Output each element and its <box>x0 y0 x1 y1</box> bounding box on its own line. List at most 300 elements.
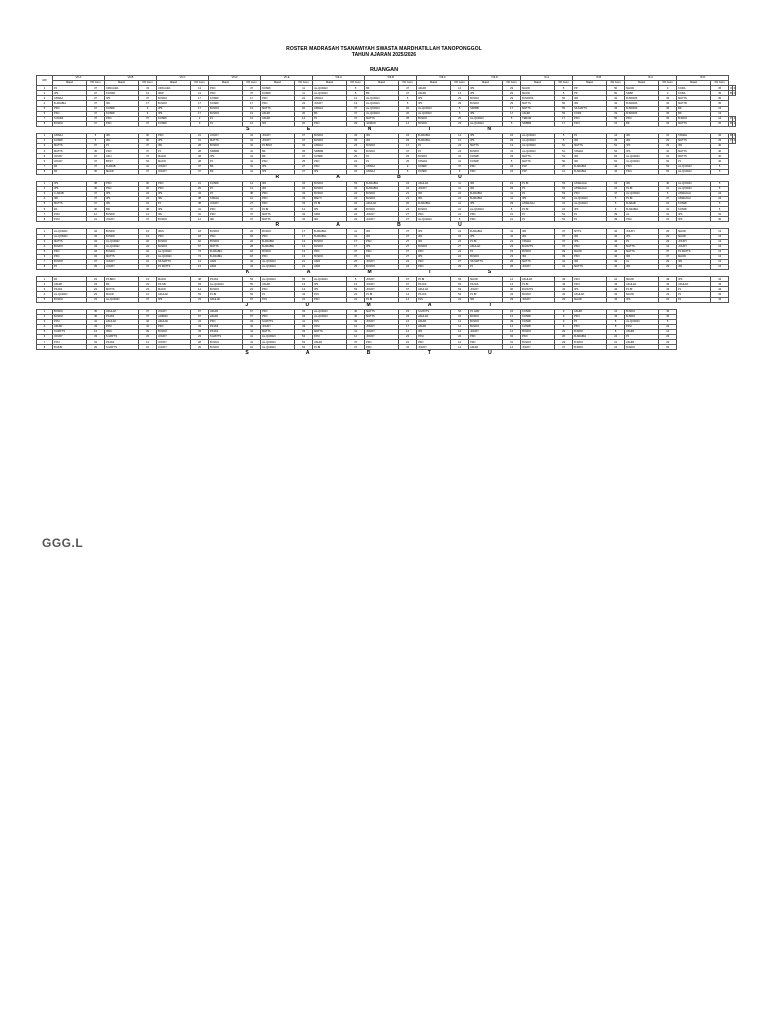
teacher-code: 13 <box>711 260 729 265</box>
teacher-code: 24 <box>451 229 469 234</box>
header-kd-guru: KD Guru <box>87 81 105 86</box>
subject-cell: IPS <box>417 254 451 259</box>
teacher-code: 22 <box>399 335 417 340</box>
subject-cell: IPS <box>105 96 139 101</box>
teacher-code: 9 <box>555 319 573 324</box>
subject-cell: PKN <box>625 116 659 121</box>
subject-cell: KOSRF <box>261 86 295 91</box>
teacher-code: 26 <box>555 335 573 340</box>
teacher-code: 24 <box>711 191 729 196</box>
teacher-code: 30 <box>711 217 729 222</box>
subject-cell: AKHLAK <box>209 297 243 302</box>
teacher-code: 38 <box>243 191 261 196</box>
teacher-code: 54 <box>555 196 573 201</box>
subject-cell: MAJID <box>521 91 555 96</box>
subject-cell: B.MATTS <box>521 244 555 249</box>
subject-cell: BK <box>313 111 347 116</box>
teacher-code: 5 <box>87 133 105 138</box>
subject-cell: AL-QURAN <box>313 314 347 319</box>
teacher-code: 3 <box>191 116 209 121</box>
teacher-code: 5 <box>607 196 625 201</box>
subject-cell: IPA <box>365 133 399 138</box>
subject-cell: PKN <box>209 234 243 239</box>
subject-cell: MATTR <box>677 101 711 106</box>
subject-cell: ASWAJ <box>53 96 87 101</box>
teacher-code: 24 <box>139 254 157 259</box>
teacher-code: 40 <box>347 314 365 319</box>
subject-cell: S.PADZ <box>53 116 87 121</box>
teacher-code: 29 <box>607 212 625 217</box>
teacher-code: 53 <box>659 169 677 174</box>
teacher-code: 24 <box>503 169 521 174</box>
teacher-code: 37 <box>555 244 573 249</box>
subject-cell: IPS <box>157 297 191 302</box>
subject-cell: AKHIR <box>469 345 503 350</box>
teacher-code: 43 <box>711 297 729 302</box>
teacher-code: 34 <box>87 229 105 234</box>
teacher-code: 37 <box>87 144 105 149</box>
teacher-code: 5 <box>711 207 729 212</box>
subject-cell: B.INDO <box>313 239 347 244</box>
subject-cell: PKN <box>261 314 295 319</box>
teacher-code: 24 <box>139 244 157 249</box>
subject-cell: JOUDY <box>157 335 191 340</box>
teacher-code: 5 <box>659 191 677 196</box>
subject-cell: AKHLAK <box>677 282 711 287</box>
subject-cell: IPA <box>625 133 659 138</box>
subject-cell: JOUDY <box>365 287 399 292</box>
teacher-code: 35 <box>711 96 729 101</box>
subject-cell: KORF <box>573 111 607 116</box>
subject-cell: MATTS <box>521 101 555 106</box>
subject-cell: JOUDY <box>157 345 191 350</box>
teacher-code: 41 <box>243 330 261 335</box>
teacher-code: 11 <box>451 181 469 186</box>
subject-cell: PKN <box>105 186 139 191</box>
subject-cell: JOUDY <box>105 260 139 265</box>
subject-cell: AL-QURAN <box>105 244 139 249</box>
teacher-code: 40 <box>711 159 729 164</box>
subject-cell: KOSRF <box>105 106 139 111</box>
header-kd-guru: KD Guru <box>191 81 209 86</box>
subject-cell: IPS <box>417 229 451 234</box>
subject-cell: KOSRF <box>157 121 191 126</box>
subject-cell: IPA <box>625 265 659 270</box>
teacher-code: 42 <box>139 319 157 324</box>
header-mapel: Mapel <box>625 81 659 86</box>
subject-cell: AL-QURAN <box>365 101 399 106</box>
teacher-code: 12 <box>555 169 573 174</box>
day-separator <box>37 270 736 277</box>
teacher-code: 9 <box>555 309 573 314</box>
subject-cell: KOSRF <box>105 111 139 116</box>
period-number: 5 <box>37 297 53 302</box>
subject-cell: PJSI <box>313 324 347 329</box>
teacher-code: 23 <box>87 282 105 287</box>
subject-cell: PKN <box>417 212 451 217</box>
period-number: 4 <box>37 196 53 201</box>
subject-cell: IPS <box>157 106 191 111</box>
subject-cell: PKN <box>365 345 399 350</box>
teacher-code: 48 <box>191 277 209 282</box>
subject-cell: IPA <box>417 330 451 335</box>
subject-cell: PJ <box>313 116 347 121</box>
teacher-code: 24 <box>607 121 625 126</box>
subject-cell: B.INDO <box>625 345 659 350</box>
subject-cell: PJ <box>521 212 555 217</box>
subject-cell: ASWAJ <box>365 164 399 169</box>
period-number: 3 <box>37 239 53 244</box>
teacher-code: 29 <box>607 217 625 222</box>
subject-cell: MAJID <box>573 297 607 302</box>
teacher-code: 10 <box>659 133 677 138</box>
teacher-code: 27 <box>243 202 261 207</box>
header-mapel: Mapel <box>365 81 399 86</box>
teacher-code: 42 <box>607 265 625 270</box>
teacher-code: 13 <box>711 265 729 270</box>
subject-cell: IPS <box>261 169 295 174</box>
subject-cell: PJ <box>573 217 607 222</box>
subject-cell: JOUDY <box>365 319 399 324</box>
subject-cell: JOUDY <box>521 265 555 270</box>
subject-cell: TAMAH <box>573 149 607 154</box>
teacher-code: 43 <box>659 287 677 292</box>
subject-cell: PJ.BI <box>365 292 399 297</box>
teacher-code: 5 <box>711 186 729 191</box>
subject-cell: IPA <box>469 297 503 302</box>
teacher-code: 37 <box>87 96 105 101</box>
header-kd-guru: KD Guru <box>711 81 729 86</box>
subject-cell: KOSRF <box>521 309 555 314</box>
subject-cell: IPS <box>417 96 451 101</box>
header-class: VII-B <box>105 76 157 81</box>
subject-cell: AL-QURAN <box>157 249 191 254</box>
teacher-code: 20 <box>295 121 313 126</box>
teacher-code: 37 <box>87 159 105 164</box>
period-number: 3 <box>37 319 53 324</box>
teacher-code: 5 <box>607 202 625 207</box>
subject-cell: AL-QURAN <box>313 86 347 91</box>
subject-cell: AKHLAK <box>417 314 451 319</box>
subject-cell: IPA <box>313 217 347 222</box>
subject-cell: PJ <box>521 186 555 191</box>
subject-cell: PKN <box>157 324 191 329</box>
teacher-code: 22 <box>347 297 365 302</box>
teacher-code: 23 <box>503 244 521 249</box>
subject-cell: IPA <box>677 265 711 270</box>
subject-cell: PP <box>573 91 607 96</box>
subject-cell: B.ARABIA <box>573 169 607 174</box>
teacher-code: 37 <box>659 249 677 254</box>
teacher-code: 29 <box>659 234 677 239</box>
teacher-code: 24 <box>607 186 625 191</box>
subject-cell: PJ <box>677 287 711 292</box>
subject-cell: IPS <box>53 91 87 96</box>
teacher-code: 34 <box>87 244 105 249</box>
period-number: 7 <box>37 164 53 169</box>
teacher-code: 37 <box>243 91 261 96</box>
subject-cell: ASWAJ <box>313 106 347 111</box>
subject-cell: PKN <box>313 121 347 126</box>
subject-cell: AL-QURAN <box>53 229 87 234</box>
subject-cell: PJ <box>261 292 295 297</box>
subject-cell: B.INDO <box>209 229 243 234</box>
teacher-code: 46 <box>659 309 677 314</box>
teacher-code: 37 <box>295 133 313 138</box>
teacher-code: 33 <box>295 196 313 201</box>
subject-cell: AL-QURAN <box>573 202 607 207</box>
subject-cell: PJ <box>417 144 451 149</box>
teacher-code: 22 <box>295 101 313 106</box>
teacher-code: 33 <box>607 106 625 111</box>
subject-cell: PJS <box>261 297 295 302</box>
teacher-code: 24 <box>451 314 469 319</box>
subject-cell: PKJ.BI <box>157 282 191 287</box>
period-number: 5 <box>37 202 53 207</box>
teacher-code: 41 <box>243 164 261 169</box>
teacher-code: 14 <box>451 133 469 138</box>
teacher-code: 12 <box>451 319 469 324</box>
header-class: VIII-B <box>365 76 417 81</box>
teacher-code: 53 <box>451 292 469 297</box>
subject-cell: IPS <box>469 202 503 207</box>
teacher-code: 20 <box>399 106 417 111</box>
subject-cell: IPS <box>105 196 139 201</box>
teacher-code: 5 <box>659 319 677 324</box>
subject-cell: PJP <box>521 169 555 174</box>
subject-cell: IPA <box>209 217 243 222</box>
subject-cell: MAJID <box>105 292 139 297</box>
teacher-code: 27 <box>451 244 469 249</box>
teacher-code: 33 <box>243 319 261 324</box>
period-number: 1 <box>37 181 53 186</box>
teacher-code: 44 <box>243 324 261 329</box>
subject-cell: B.ARABIA <box>573 335 607 340</box>
teacher-code: 31 <box>555 202 573 207</box>
subject-cell: PJS <box>313 319 347 324</box>
teacher-code: 13 <box>243 106 261 111</box>
teacher-code: 53 <box>659 164 677 169</box>
subject-cell: B.INDO <box>417 244 451 249</box>
subject-cell: IPA <box>573 260 607 265</box>
subject-cell: AL-QURAN <box>365 106 399 111</box>
subject-cell: IPS <box>677 212 711 217</box>
teacher-code: 17 <box>295 229 313 234</box>
subject-cell: PKN <box>573 282 607 287</box>
teacher-code: 28 <box>191 149 209 154</box>
subject-cell: PJS <box>417 297 451 302</box>
subject-cell: B.INDO <box>365 149 399 154</box>
teacher-code: 37 <box>87 116 105 121</box>
subject-cell: JOUDY <box>625 229 659 234</box>
document-header <box>0 46 768 58</box>
subject-cell: PKN <box>209 91 243 96</box>
subject-cell: B.INDO <box>313 139 347 144</box>
teacher-code: 33 <box>347 133 365 138</box>
subject-cell: PJ <box>209 191 243 196</box>
teacher-code: 20 <box>295 111 313 116</box>
subject-cell: B.ARABIA <box>365 186 399 191</box>
subject-cell: S.MATTS <box>209 335 243 340</box>
subject-cell: B.INDRIS <box>521 96 555 101</box>
teacher-code: 55 <box>295 277 313 282</box>
teacher-code: 24 <box>711 196 729 201</box>
subject-cell: MATTS <box>677 139 711 144</box>
subject-cell: PKN <box>209 86 243 91</box>
teacher-code: 24 <box>503 164 521 169</box>
teacher-code: 37 <box>295 164 313 169</box>
teacher-code: 37 <box>399 91 417 96</box>
subject-cell: AL-QURAN <box>365 96 399 101</box>
subject-cell: PKN <box>417 249 451 254</box>
teacher-code: 23 <box>191 319 209 324</box>
teacher-code: 43 <box>87 324 105 329</box>
teacher-code: 43 <box>711 292 729 297</box>
subject-cell: AL-QURAN <box>625 319 659 324</box>
teacher-code: 37 <box>139 297 157 302</box>
subject-cell: PJ <box>209 116 243 121</box>
teacher-code: 34 <box>347 186 365 191</box>
teacher-code: 11 <box>295 319 313 324</box>
teacher-code: 17 <box>243 101 261 106</box>
subject-cell: AL-QURAN <box>469 116 503 121</box>
teacher-code: 5 <box>399 101 417 106</box>
teacher-code: 38 <box>139 207 157 212</box>
subject-cell: IPA <box>261 181 295 186</box>
teacher-code: 24 <box>607 181 625 186</box>
subject-cell: MATTS <box>105 287 139 292</box>
teacher-code: 18 <box>243 254 261 259</box>
teacher-code: 13 <box>711 249 729 254</box>
teacher-code: 5 <box>503 159 521 164</box>
teacher-code: 30 <box>87 186 105 191</box>
subject-cell: JOUDY <box>469 287 503 292</box>
subject-cell: B.INDO <box>573 330 607 335</box>
teacher-code: 17 <box>503 111 521 116</box>
teacher-code: 41 <box>243 149 261 154</box>
teacher-code: 12 <box>451 330 469 335</box>
subject-cell: PJSI <box>53 319 87 324</box>
teacher-code: 37 <box>139 121 157 126</box>
teacher-code: 43 <box>607 297 625 302</box>
teacher-code: 24 <box>451 144 469 149</box>
teacher-code: 21 <box>503 217 521 222</box>
subject-cell: MATTS <box>261 330 295 335</box>
teacher-code: 37 <box>139 265 157 270</box>
subject-cell: IPS <box>53 186 87 191</box>
subject-cell: BK <box>677 111 711 116</box>
teacher-code: 18 <box>243 234 261 239</box>
teacher-code: 23 <box>503 254 521 259</box>
teacher-code: 33 <box>659 101 677 106</box>
teacher-code: 12 <box>451 340 469 345</box>
subject-cell: IPS <box>625 234 659 239</box>
teacher-code: 17 <box>191 101 209 106</box>
subject-cell: MAJID <box>157 154 191 159</box>
teacher-code: 43 <box>607 292 625 297</box>
subject-cell: B.INDO <box>365 196 399 201</box>
subject-cell: JAIMAN <box>365 121 399 126</box>
teacher-code: 23 <box>191 297 209 302</box>
subject-cell: AKHIR <box>53 282 87 287</box>
subject-cell: MATTS <box>53 144 87 149</box>
subject-cell: B.ARABIA <box>417 139 451 144</box>
subject-cell: B.INDO <box>573 340 607 345</box>
subject-cell: PKN <box>209 319 243 324</box>
teacher-code: 41 <box>555 265 573 270</box>
teacher-code: 24 <box>451 239 469 244</box>
subject-cell: PKN <box>469 340 503 345</box>
teacher-code: 11 <box>451 202 469 207</box>
teacher-code: 11 <box>347 330 365 335</box>
subject-cell: SKBBM <box>209 149 243 154</box>
teacher-code: 29 <box>503 139 521 144</box>
teacher-code: 33 <box>191 330 209 335</box>
subject-cell: PJ.BI <box>625 196 659 201</box>
teacher-code: 2 <box>733 91 736 95</box>
subject-cell: B.INDO <box>365 207 399 212</box>
subject-cell: KOSRF <box>521 319 555 324</box>
teacher-code: 13 <box>191 260 209 265</box>
day-separator <box>37 302 736 309</box>
subject-cell: KOSRF <box>209 181 243 186</box>
teacher-code: 42 <box>607 249 625 254</box>
teacher-code: 37 <box>87 164 105 169</box>
teacher-code: 29 <box>451 101 469 106</box>
teacher-code: 20 <box>399 111 417 116</box>
teacher-code: 62 <box>191 239 209 244</box>
subject-cell: IPA <box>469 186 503 191</box>
period-number: 6 <box>37 254 53 259</box>
teacher-code: 50 <box>555 159 573 164</box>
subject-cell: MATTS <box>469 144 503 149</box>
period-number: 3 <box>37 144 53 149</box>
teacher-code: 41 <box>243 139 261 144</box>
teacher-code: 13 <box>139 229 157 234</box>
teacher-code: 29 <box>87 345 105 350</box>
subject-cell: AL-QURAN <box>417 111 451 116</box>
subject-cell: MATTS <box>521 260 555 265</box>
subject-cell: JOUDY <box>365 260 399 265</box>
subject-cell: AKHLAK <box>157 319 191 324</box>
subject-cell: AKHIR <box>261 282 295 287</box>
subject-cell: PJSI <box>417 335 451 340</box>
teacher-code: 37 <box>607 191 625 196</box>
subject-cell: B.INDO <box>53 297 87 302</box>
teacher-code: 25 <box>451 116 469 121</box>
subject-cell: IPA <box>521 234 555 239</box>
teacher-code: 13 <box>191 86 209 91</box>
subject-cell: PKN <box>521 335 555 340</box>
subject-cell: MAJID <box>573 249 607 254</box>
teacher-code: 18 <box>191 234 209 239</box>
subject-cell: PKN <box>625 164 659 169</box>
teacher-code: 13 <box>711 234 729 239</box>
subject-cell: MATTS <box>625 244 659 249</box>
subject-cell: AKHLAK <box>417 181 451 186</box>
teacher-code: 24 <box>399 207 417 212</box>
subject-cell: PA <box>53 277 87 282</box>
subject-cell: MAJID <box>625 292 659 297</box>
period-number: 8 <box>37 217 53 222</box>
teacher-code: 37 <box>87 91 105 96</box>
subject-cell: B.INDO <box>313 244 347 249</box>
subject-cell: S.MATTS <box>261 319 295 324</box>
subject-cell: AKHIR <box>417 319 451 324</box>
teacher-code: 25 <box>503 265 521 270</box>
subject-cell: MAJID <box>625 277 659 282</box>
subject-cell: AL-QURAN <box>313 91 347 96</box>
